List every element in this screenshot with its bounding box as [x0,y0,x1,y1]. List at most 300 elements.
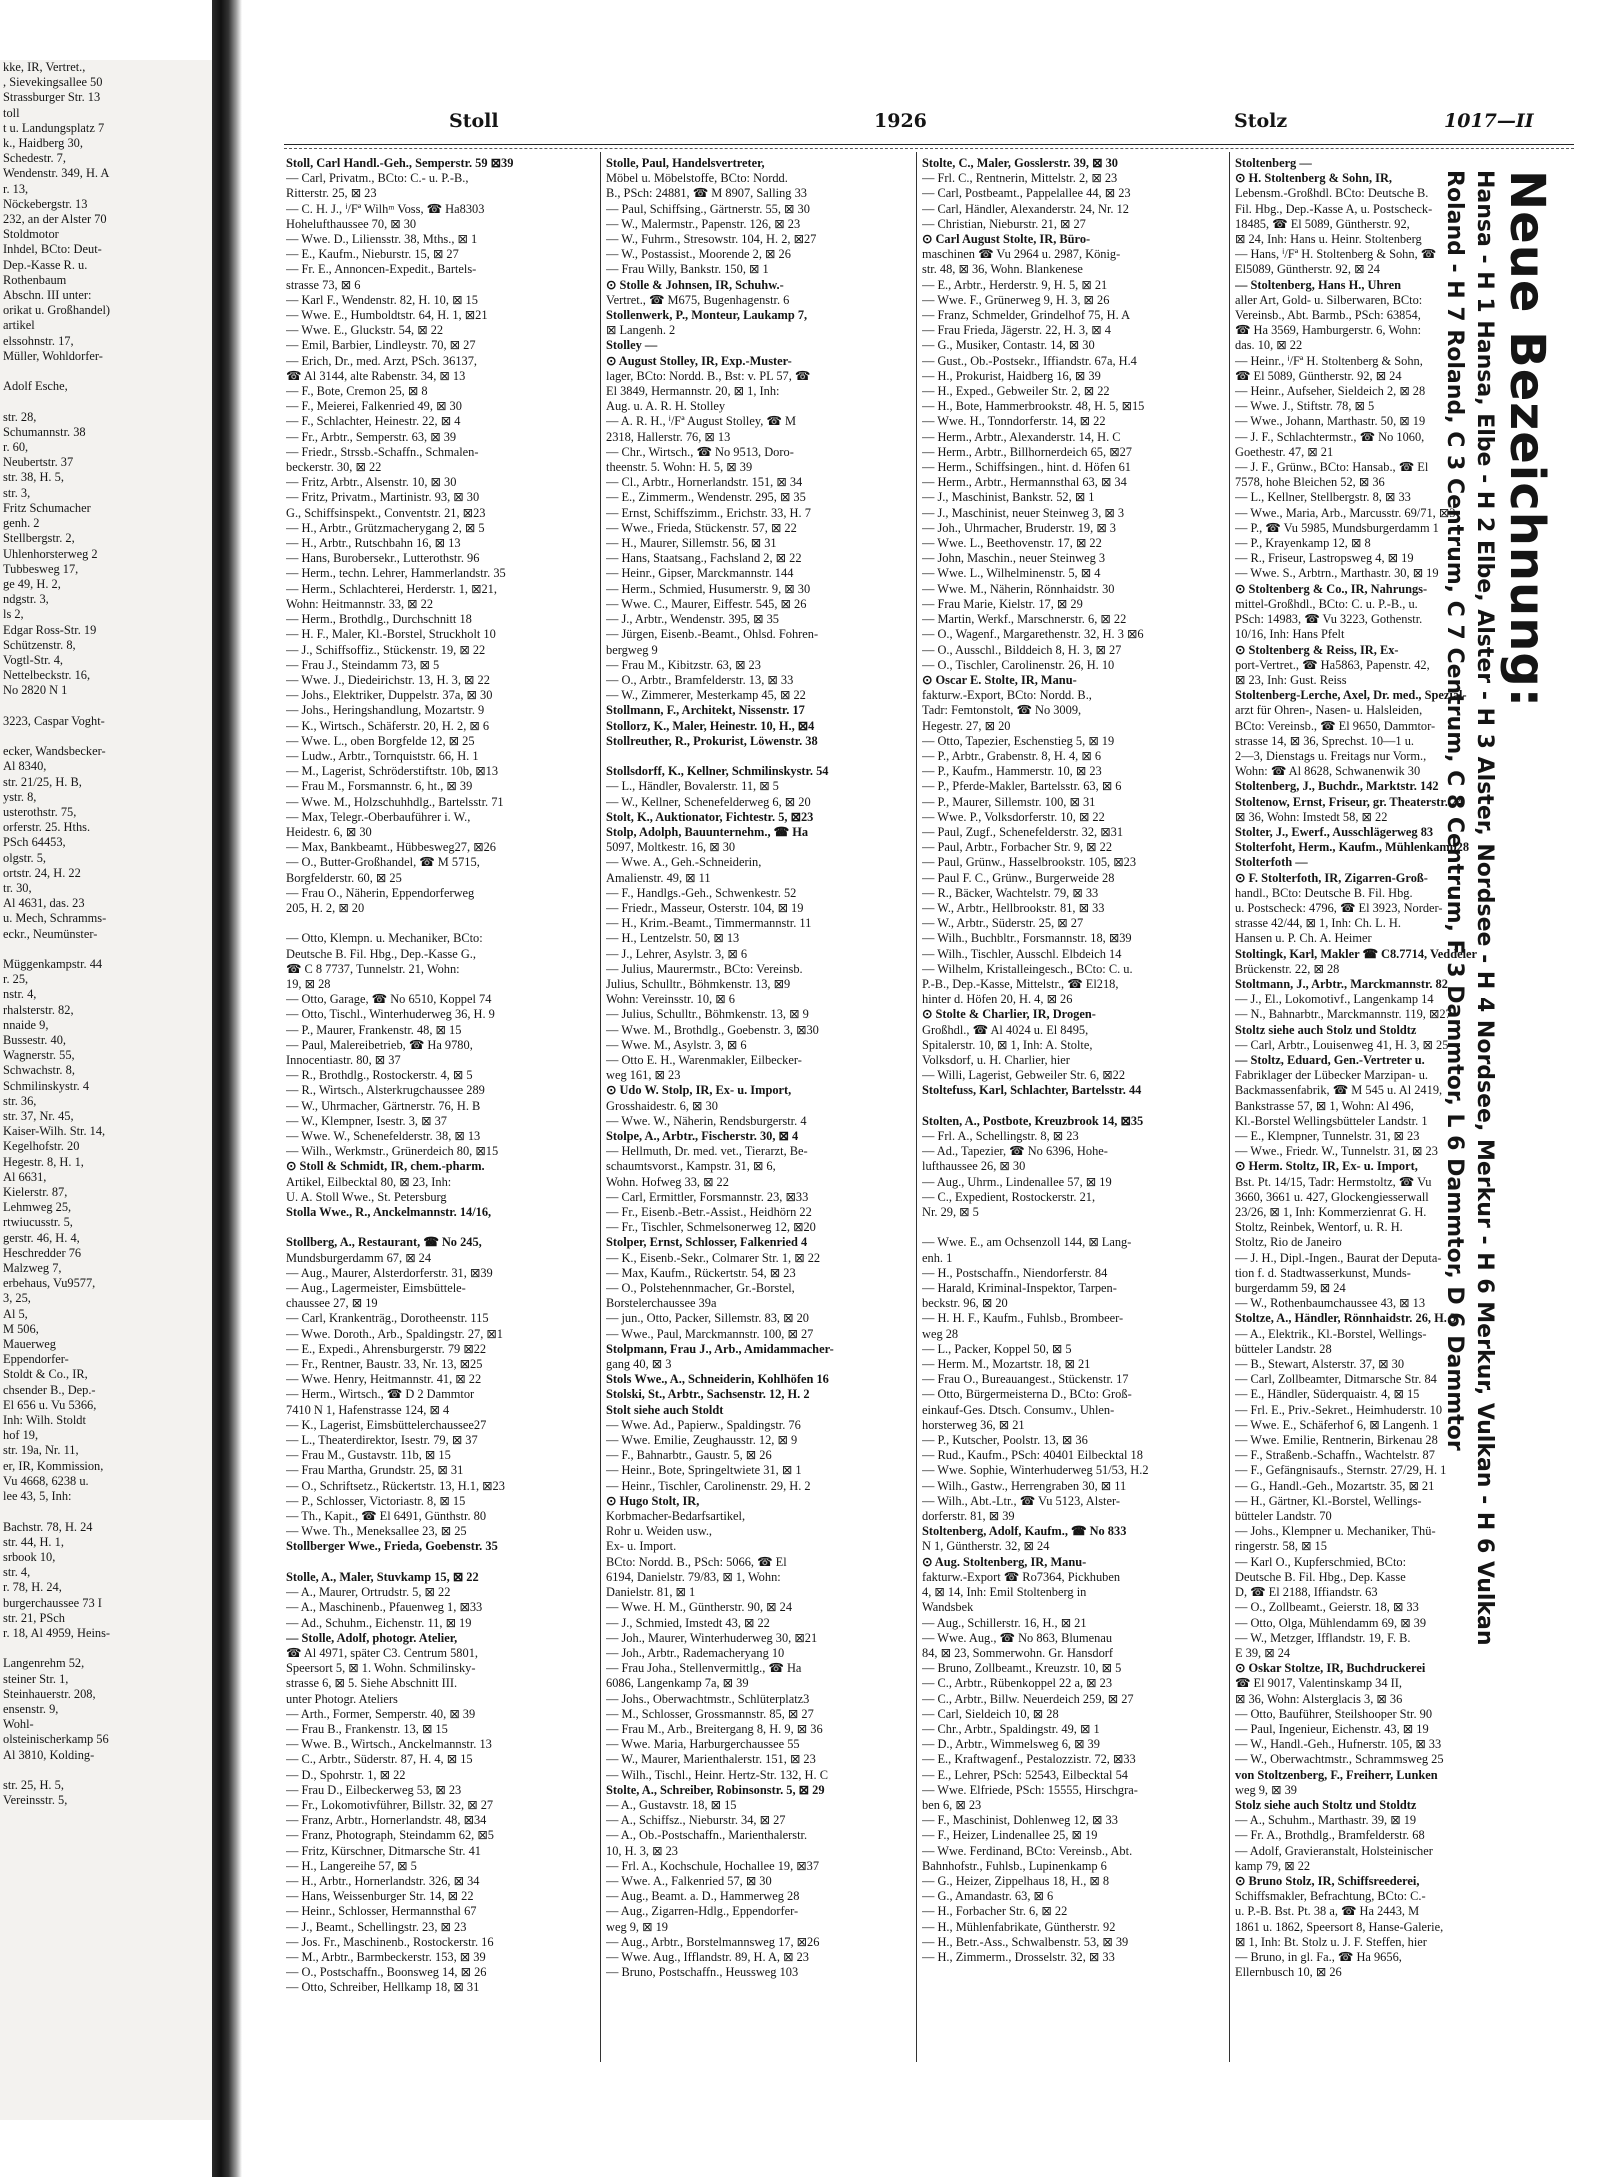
entry-line: — Emil, Barbier, Lindleystr. 70, ⊠ 27 [286,338,476,353]
entries-column-1 [286,156,596,2056]
entry-line: — Chr., Wirtsch., ☎ No 9513, Doro- [606,444,794,459]
entry-line: — Hans, Staatsang., Fachsland 2, ⊠ 22 [606,551,802,566]
entry-heading: Stollmann, F., Architekt, Nissenstr. 17 [606,703,805,718]
entry-line: — Bruno, Zollbeamt., Kreuzstr. 10, ⊠ 5 [922,1661,1122,1676]
entry-line: — Frau D., Eilbeckerweg 53, ⊠ 23 [286,1782,462,1797]
entry-heading: Stolski, St., Arbtr., Sachsenstr. 12, H. 2 [606,1387,810,1402]
entry-line: u. P.-B. Bst. Pt. 38 a, ☎ Ha 2443, M [1235,1904,1420,1919]
entry-heading: Stols Wwe., A., Schneiderin, Kohlhöfen 16 [606,1372,829,1387]
entry-line: — J., Lehrer, Asylstr. 3, ⊠ 6 [606,946,748,961]
prev-page-line [0,942,212,957]
entry-line: — Otto, Tischl., Winterhuderweg 36, H. 9 [286,1007,495,1022]
entry-line: — E., Lehrer, PSch: 52543, Eilbecktal 54 [922,1767,1128,1782]
side-ad-line-2: Roland - H 7 Roland, C 3 Centrum, C 7 Centrum, C 8 Centrum, F 3 Dammtor, L 6 Dammtor, D 6 Dammtor [1442,170,1467,1451]
entry-line: — P., Maurer, Sillemstr. 100, ⊠ 31 [922,794,1096,809]
entry-line: — Julius, Schulltr., Böhmkenstr. 13, ⊠ 9 [606,1007,809,1022]
entry-line: — O., Ausschl., Bilddeich 8, H. 3, ⊠ 27 [922,642,1122,657]
entry-line: — Heinr., Gipser, Marckmannstr. 144 [606,566,794,581]
entry-line: — Carl, Krankenträg., Dorotheenstr. 115 [286,1311,489,1326]
prev-page-line: nstr. 4, [3,987,37,1002]
prev-page-line: orferstr. 25. Hths. [3,820,91,835]
entry-line: — E., Händler, Süderquaistr. 4, ⊠ 15 [1235,1387,1420,1402]
entry-line: — Wwe. E., am Ochsenzoll 144, ⊠ Lang- [922,1235,1132,1250]
entry-line: 4, ⊠ 14, Inh: Emil Stoltenberg in [922,1585,1087,1600]
entry-line: — W., Klempner, Isestr. 3, ⊠ 37 [286,1113,447,1128]
entry-line: — Wwe. L., Wilhelminenstr. 5, ⊠ 4 [922,566,1101,581]
prev-page-line: rhalsterstr. 82, [3,1002,74,1017]
entry-heading: Stolla Wwe., R., Anckelmannstr. 14/16, [286,1205,492,1220]
entry-line: Wohn. Hofweg 33, ⊠ 22 [606,1174,729,1189]
entry-line: — Herm., Brothdlg., Durchschnitt 18 [286,612,472,627]
entry-line: — Fritz, Privatm., Martinistr. 93, ⊠ 30 [286,490,480,505]
prev-page-line: steiner Str. 1, [3,1671,69,1686]
entry-line: — Willi, Lagerist, Gebweiler Str. 6, ⊠22 [922,1068,1126,1083]
prev-page-line [0,729,212,744]
prev-page-line: ndgstr. 3, [3,592,49,607]
header-rule [284,144,1574,145]
entry-line: theenstr. 5. Wohn: H. 5, ⊠ 39 [606,460,753,475]
entry-line: — J., Maschinist, Bankstr. 52, ⊠ 1 [922,490,1095,505]
entry-heading: Stoltenberg, J., Buchdr., Marktstr. 142 [1235,779,1439,794]
column-divider [1229,152,1230,2062]
entry-line: — P., Kutscher, Poolstr. 13, ⊠ 36 [922,1433,1088,1448]
prev-page-line: str. 25, H. 5, [3,1777,64,1792]
prev-page-line: hof 19, [3,1428,39,1443]
entry-line: — Frl. A., Schellingstr. 8, ⊠ 23 [922,1129,1079,1143]
prev-page-line: Bussestr. 40, [3,1033,66,1047]
entry-heading: — Stoltz, Eduard, Gen.-Vertreter u. [1235,1052,1425,1067]
entry-line: — Carl, Zollbeamter, Ditmarsche Str. 84 [1235,1372,1437,1387]
entry-line: — Aug., Maurer, Alsterdorferstr. 31, ⊠39 [286,1265,493,1280]
entry-line: — Max, Kaufm., Rückertstr. 54, ⊠ 23 [606,1265,796,1280]
entry-line: — F., Schlachter, Heinestr. 22, ⊠ 4 [286,414,461,429]
entry-line: — Fr. E., Annoncen-Expedit., Bartels- [286,262,477,277]
prev-page-line: Edgar Ross-Str. 19 [3,622,97,637]
entry-line: unter Photogr. Ateliers [286,1691,398,1706]
entry-line: — W., Arbtr., Hellbrookstr. 81, ⊠ 33 [922,900,1105,915]
entry-line: ⊠ 24, Inh: Hans u. Heinr. Stoltenberg [1235,232,1422,247]
entry-line: — D., Spohrstr. 1, ⊠ 22 [286,1767,406,1782]
entry-line: 19, ⊠ 28 [286,976,331,991]
entry-line: — F., Maschinist, Dohlenweg 12, ⊠ 33 [922,1813,1118,1828]
entry-line: — Wwe. Sophie, Winterhuderweg 51/53, H.2 [922,1463,1149,1478]
entry-line: — H., Arbtr., Grützmacherygang 2, ⊠ 5 [286,520,485,535]
prev-page-line: Wagnerstr. 55, [3,1048,75,1063]
entry-line: — D., Arbtr., Wimmelsweg 6, ⊠ 39 [922,1737,1100,1752]
prev-page-line: Nöckebergstr. 13 [3,196,88,211]
header-rule-dashed [284,148,1574,149]
entry-line: Nr. 29, ⊠ 5 [922,1205,979,1220]
entry-line: — Frau Martha, Grundstr. 25, ⊠ 31 [286,1463,464,1478]
entry-line: bütteler Landstr. 28 [1235,1341,1332,1356]
entry-line: chaussee 27, ⊠ 19 [286,1296,378,1311]
prev-page-line: Vogtl-Str. 4, [3,652,64,667]
entry-line: — Julius, Maurermstr., BCto: Vereinsb. [606,961,803,976]
entry-line: — G., Musiker, Contastr. 14, ⊠ 30 [922,338,1095,353]
directory-page [244,60,1600,2177]
prev-page-line: olgstr. 5, [3,850,47,865]
entry-line: — L., Theaterdirektor, Isestr. 79, ⊠ 37 [286,1433,478,1448]
entry-line: str. 48, ⊠ 36, Wohn. Blankenese [922,262,1083,277]
prev-page-line: ortstr. 24, H. 22 [3,865,81,880]
entry-line: Rohr u. Weiden usw., [606,1524,713,1539]
prev-page-line: usterothstr. 75, [3,804,77,819]
entry-line: — Bruno, Postschaffn., Heussweg 103 [606,1965,799,1980]
prev-page-line: Eppendorfer- [3,1352,69,1367]
entry-line: — F., Handlgs.-Geh., Schwenkestr. 52 [606,885,797,900]
entry-line: N 1, Güntherstr. 32, ⊠ 24 [922,1539,1050,1554]
prev-page-line: Dep.-Kasse R. u. [3,257,88,272]
prev-page-line: er, IR, Kommission, [3,1458,104,1473]
prev-page-line: Langenrehm 52, [3,1656,85,1671]
entry-line: Spitalerstr. 10, ⊠ 1, Inh: A. Stolte, [922,1037,1093,1052]
entry-line: Stoltz, Reinbek, Wentorf, u. R. H. [1235,1220,1403,1235]
entry-line: — Otto, Garage, ☎ No 6510, Koppel 74 [286,992,492,1007]
entry-line: — Frau O., Bureauangest., Stückenstr. 17 [922,1372,1129,1387]
entry-line: 6194, Danielstr. 79/83, ⊠ 1, Wohn: [606,1569,781,1584]
entry-line: — Jos. Fr., Maschinenb., Rostockerstr. 16 [286,1934,494,1949]
entry-line: — E., Arbtr., Herderstr. 9, H. 5, ⊠ 21 [922,277,1108,292]
entry-line: enh. 1 [922,1250,953,1265]
entry-line: Wandsbek [922,1600,974,1615]
entry-line: weg 9, ⊠ 39 [1235,1782,1298,1797]
entry-heading: Stolley — [606,338,658,353]
entry-line: — C., Arbtr., Rübenkoppel 22 a, ⊠ 23 [922,1676,1113,1691]
entry-line: beckstr. 96, ⊠ 20 [922,1296,1008,1311]
entry-line: — Frau Frieda, Jägerstr. 22, H. 3, ⊠ 4 [922,323,1111,338]
prev-page-line: str. 3, [3,485,31,500]
entry-line: — Max, Telegr.-Oberbauführer i. W., [286,809,471,824]
entry-line: — Wilh., Buchbltr., Forsmannstr. 18, ⊠39 [922,931,1132,946]
prev-page-line: Nettelbeckstr. 16, [3,668,91,683]
prev-page-line: r. 60, [3,440,29,455]
entry-line: — M., Schlosser, Grossmannstr. 85, ⊠ 27 [606,1706,814,1721]
entry-line: Brückenstr. 22, ⊠ 28 [1235,961,1340,976]
entry-line: — N., Bahnarbtr., Marckmannstr. 119, ⊠27 [1235,1007,1452,1022]
entry-line: horsterweg 36, ⊠ 21 [922,1417,1025,1432]
entry-line: — R., Wirtsch., Alsterkrugchaussee 289 [286,1083,485,1098]
prev-page-line: Adolf Esche, [3,379,68,394]
prev-page-line: Uhlenhorsterweg 2 [3,546,98,561]
entry-heading: ⊙ Bruno Stolz, IR, Schiffsreederei, [1235,1873,1420,1888]
entry-heading: ⊙ F. Stolterfoth, IR, Zigarren-Groß- [1235,870,1428,885]
entry-line: — Otto, Schreiber, Hellkamp 18, ⊠ 31 [286,1980,480,1995]
entry-line: — Johs., Oberwachtmstr., Schlüterplatz3 [606,1691,810,1706]
entry-line: — W., Zimmerer, Mesterkamp 45, ⊠ 22 [606,688,806,703]
entry-line: — R., Brothdlg., Rostockerstr. 4, ⊠ 5 [286,1068,473,1083]
entry-line: Innocentiastr. 80, ⊠ 37 [286,1052,401,1067]
entry-line: — jun., Otto, Packer, Sillemstr. 83, ⊠ 20 [606,1311,809,1326]
prev-page-line: ecker, Wandsbecker- [3,744,106,759]
entry-line: — H., Exped., Gebweiler Str. 2, ⊠ 22 [922,384,1110,399]
entry-line: — F., Meierei, Falkenried 49, ⊠ 30 [286,399,462,414]
entry-line: Borgfelderstr. 60, ⊠ 25 [286,870,402,885]
entry-heading: Stoltenow, Ernst, Friseur, gr. Theaterstr. 24 [1235,794,1464,809]
entry-line: — Wwe. Ferdinand, BCto: Vereinsb., Abt. [922,1843,1133,1858]
entry-line: — H., Arbtr., Hornerlandstr. 326, ⊠ 34 [286,1873,480,1888]
prev-page-line [0,394,212,409]
entry-line: — Herm., Arbtr., Alexanderstr. 14, H. C [922,429,1121,444]
entry-heading: Stolle, Paul, Handelsvertreter, [606,156,765,170]
entry-line: — Jürgen, Eisenb.-Beamt., Ohlsd. Fohren- [606,627,819,642]
entry-line [606,749,912,764]
entry-line: — H. H. F., Kaufm., Fuhlsb., Brombeer- [922,1311,1124,1326]
entry-line: 84, ⊠ 23, Sommerwohn. Gr. Hansdorf [922,1645,1114,1660]
entry-line: — H., Zimmerm., Drosselstr. 32, ⊠ 33 [922,1949,1115,1964]
entry-line: — Johs., Heringshandlung, Mozartstr. 9 [286,703,485,718]
entry-line: Volksdorf, u. H. Charlier, hier [922,1052,1070,1067]
prev-page-line: str. 21, PSch [3,1610,65,1625]
entry-line: bütteler Landstr. 70 [1235,1509,1332,1524]
entry-line: — Wwe. Maria, Harburgerchaussee 55 [606,1737,800,1752]
entry-line: PSch: 14983, ☎ Vu 3223, Gothenstr. [1235,612,1423,627]
entry-line: — Wwe. E., Humboldtstr. 64, H. 1, ⊠21 [286,308,488,323]
entry-heading: Stoltenberg-Lerche, Axel, Dr. med., Spezial- [1235,688,1467,703]
entry-line: — Wilh., Gastw., Herrengraben 30, ⊠ 11 [922,1478,1127,1493]
prev-page-line: k., Haidberg 30, [3,136,83,151]
entry-line: — O., Schriftsetz., Rückertstr. 13, H.1, ⊠23 [286,1478,505,1493]
header-year: 1926 [874,110,927,132]
entry-line: — Hans, Weissenburger Str. 14, ⊠ 22 [286,1889,474,1904]
entry-line: Amalienstr. 49, ⊠ 11 [606,870,711,885]
entry-line: — Frau J., Steindamm 73, ⊠ 5 [286,657,440,672]
entry-line: tion f. d. Stadtwasserkunst, Munds- [1235,1265,1411,1280]
entry-line: bergweg 9 [606,642,658,657]
side-advertisement [1439,170,1555,1646]
entry-line: — E., Zimmerm., Wendenstr. 295, ⊠ 35 [606,490,806,505]
entry-line: — Fr., Rentner, Baustr. 33, Nr. 13, ⊠25 [286,1357,483,1372]
entry-line: — E., Klempner, Tunnelstr. 31, ⊠ 23 [1235,1129,1420,1143]
side-ad-title: Neue Bezeichnung: [1499,170,1555,708]
entry-line: — Franz, Schmelder, Grindelhof 75, H. A [922,308,1131,323]
entry-heading: ⊙ Stoltenberg & Co., IR, Nahrungs- [1235,581,1428,596]
entry-line: — P., Maurer, Frankenstr. 48, ⊠ 15 [286,1022,462,1037]
entry-line: — Wwe. L., oben Borgfelde 12, ⊠ 25 [286,733,475,748]
entry-heading: — Stoltenberg, Hans H., Uhren [1235,277,1402,292]
prev-page-line: Schedestr. 7, [3,151,66,166]
entry-line: — P., Kaufm., Hammerstr. 10, ⊠ 23 [922,764,1102,779]
prev-page-line: Strassburger Str. 13 [3,90,101,105]
prev-page-line: 3, 25, [3,1291,31,1306]
entry-line: das. 10, ⊠ 22 [1235,338,1303,353]
prev-page-line: ystr. 8, [3,789,37,804]
entry-line: — H., Langereihe 57, ⊠ 5 [286,1858,417,1873]
entry-line: — F., Gefängnisaufs., Sternstr. 27/29, H. 1 [1235,1463,1447,1478]
entry-line: — Aug., Schillerstr. 16, H., ⊠ 21 [922,1615,1087,1630]
entry-line: — Karl O., Kupferschmied, BCto: [1235,1554,1407,1569]
entry-line: — O., Zollbeamt., Geierstr. 18, ⊠ 33 [1235,1600,1419,1615]
prev-page-line: Rothenbaum [3,272,67,287]
entry-heading: Stoltze, A., Händler, Rönnhaidstr. 26, H. 3 [1235,1311,1457,1326]
entry-heading: Stollreuther, R., Prokurist, Löwenstr. 38 [606,733,818,748]
entry-line: — P., Pferde-Makler, Bartelsstr. 63, ⊠ 6 [922,779,1122,794]
entry-line: — A., Gustavstr. 18, ⊠ 15 [606,1797,737,1812]
entry-line: port-Vertret., ☎ Ha5863, Papenstr. 42, [1235,657,1430,672]
entry-heading: Stolten, A., Postbote, Kreuzbrook 14, ⊠35 [922,1113,1144,1128]
entry-line: Bankstrasse 57, ⊠ 1, Wohn: Al 496, [1235,1098,1414,1113]
prev-page-line: Bachstr. 78, H. 24 [3,1519,93,1534]
entry-line: — Martin, Werkf., Marschnerstr. 6, ⊠ 22 [922,612,1127,627]
entry-line: — Ad., Tapezier, ☎ No 6396, Hohe- [922,1144,1108,1159]
entry-line: — Wwe., Johann, Marthastr. 50, ⊠ 19 [1235,414,1426,429]
entry-line: 10/16, Inh: Hans Pfelt [1235,627,1345,642]
column-divider [600,152,601,2062]
entry-line: — H., Arbtr., Rutschbahn 16, ⊠ 13 [286,536,461,551]
entry-line: — J. F., Schlachtermstr., ☎ No 1060, [1235,429,1425,444]
entry-line: — Otto, Tapezier, Eschenstieg 5, ⊠ 19 [922,733,1115,748]
prev-page-line: str. 44, H. 1, [3,1534,64,1549]
entry-heading: Stolte, A., Schreiber, Robinsonstr. 5, ⊠ 29 [606,1782,825,1797]
entry-line: fakturw.-Export, BCto: Nordd. B., [922,688,1092,703]
entry-line: — Frau M., Arb., Breitergang 8, H. 9, ⊠ 36 [606,1721,823,1736]
entry-line: — Wwe. Th., Meneksallee 23, ⊠ 25 [286,1524,467,1539]
entry-heading: ⊙ Oskar Stoltze, IR, Buchdruckerei [1235,1661,1426,1676]
entry-heading: — Stolle, Adolf, photogr. Atelier, [286,1630,458,1645]
entry-line: — Paul, Ingenieur, Eichenstr. 43, ⊠ 19 [1235,1721,1429,1736]
entry-line: ☎ Ha 3569, Hamburgerstr. 6, Wohn: [1235,323,1422,338]
entry-heading: ⊙ August Stolley, IR, Exp.-Muster- [606,353,792,368]
prev-page-line: r. 18, Al 4959, Heins- [3,1625,111,1640]
entry-line: 2318, Hallerstr. 76, ⊠ 13 [606,429,731,444]
entry-line: — J. F., Grünw., BCto: Hansab., ☎ El [1235,460,1429,475]
prev-page-line: Schmilinskystr. 4 [3,1078,90,1093]
prev-page-line: Inhdel, BCto: Deut- [3,242,102,257]
entry-line: — Wilhelm, Kristalleingesch., BCto: C. u. [922,961,1133,976]
entry-line: — Wwe. S., Arbtrn., Marthastr. 30, ⊠ 19 [1235,566,1439,581]
entry-line: — Paul, Schiffsing., Gärtnerstr. 55, ⊠ 30 [606,201,810,216]
entry-line: weg 9, ⊠ 19 [606,1919,669,1934]
entry-line: — J., Schmied, Imstedt 43, ⊠ 22 [606,1615,770,1630]
entry-line: — W., Kellner, Schenefelderweg 6, ⊠ 20 [606,794,811,809]
entry-line: Kl.-Borstel Wellingsbütteler Landstr. 1 [1235,1113,1428,1128]
entry-line: — W., Postassist., Moorende 2, ⊠ 26 [606,247,791,262]
entry-line: Korbmacher-Bedarfsartikel, [606,1509,746,1524]
entry-line: 5097, Moltkestr. 16, ⊠ 30 [606,840,736,855]
entry-line: hinter d. Höfen 20, H. 4, ⊠ 26 [922,992,1073,1007]
entry-heading: Stolpmann, Frau J., Arb., Amidammacher- [606,1341,834,1356]
prev-page-line: Al 6631, [3,1169,47,1184]
entry-line: — Wwe. Henry, Heitmannstr. 41, ⊠ 22 [286,1372,482,1387]
entry-line: — Frau M., Kibitzstr. 63, ⊠ 23 [606,657,761,672]
entry-line: 6086, Langenkamp 7a, ⊠ 39 [606,1676,749,1691]
entry-line: — A., Maschinenb., Pfauenweg 1, ⊠33 [286,1600,483,1615]
entry-line: — Aug., Arbtr., Borstelmannsweg 17, ⊠26 [606,1934,820,1949]
prev-page-line: nnaide 9, [3,1017,49,1032]
entry-line: — Bruno, in gl. Fa., ☎ Ha 9656, [1235,1949,1402,1964]
entry-line: Mundsburgerdamm 67, ⊠ 24 [286,1250,432,1265]
entry-line: — Fritz, Arbtr., Alsenstr. 10, ⊠ 30 [286,475,457,490]
entry-line: lufthaussee 26, ⊠ 30 [922,1159,1026,1174]
page-header [284,110,1534,140]
entry-line: — J., Schiffsoffiz., Stückenstr. 19, ⊠ 22 [286,642,486,657]
prev-page-line: Malzweg 7, [3,1261,62,1276]
entry-line: ☎ Al 3144, alte Rabenstr. 34, ⊠ 13 [286,368,466,383]
entry-line: — Chr., Arbtr., Spaldingstr. 49, ⊠ 1 [922,1721,1100,1736]
entry-line: — O., Tischler, Carolinenstr. 26, H. 10 [922,657,1115,672]
entry-line: — F., Bahnarbtr., Gaustr. 5, ⊠ 26 [606,1448,772,1463]
entry-line: — Herm., Arbtr., Billhornerdeich 65, ⊠27 [922,444,1132,459]
entry-line: schaumtsvorst., Kampstr. 31, ⊠ 6, [606,1159,776,1174]
entry-line: — Wwe., Paul, Marckmannstr. 100, ⊠ 27 [606,1326,814,1341]
entry-line: Aug. u. A. R. H. Stolley [606,399,726,414]
entry-line: — H., Forbacher Str. 6, ⊠ 22 [922,1904,1068,1919]
entry-line: — J., Maschinist, neuer Steinweg 3, ⊠ 3 [922,505,1125,520]
entry-line: — Carl, Postbeamt., Pappelallee 44, ⊠ 23 [922,186,1131,201]
entry-line: — Wwe. E., Gluckstr. 54, ⊠ 22 [286,323,444,338]
prev-page-line [0,1763,212,1778]
entry-heading: Stoltmann, J., Arbtr., Marckmannstr. 82 [1235,976,1448,991]
entry-line: B., PSch: 24881, ☎ M 8907, Salling 33 [606,186,807,201]
entry-line: — Carl, Sieldeich 10, ⊠ 28 [922,1706,1059,1721]
entry-line: — Ernst, Schiffszimm., Erichstr. 33, H. 7 [606,505,811,520]
entry-line: — J. H., Dipl.-Ingen., Baurat der Deputa- [1235,1250,1442,1265]
entry-line: — Otto E. H., Warenmakler, Eilbecker- [606,1052,802,1067]
entry-line: Hohelufthaussee 70, ⊠ 30 [286,216,417,231]
prev-page-line: burgerchaussee 73 I [3,1595,102,1610]
prev-page-line: chsender B., Dep.- [3,1382,96,1397]
prev-page-line: Wendenstr. 349, H. A [3,166,110,181]
entry-line: — Fr. A., Brothdlg., Bramfelderstr. 68 [1235,1828,1425,1843]
entry-heading: Stoltz siehe auch Stolz und Stoldtz [1235,1022,1417,1037]
prev-page-line [0,1504,212,1519]
entry-line: — Wwe. B., Wirtsch., Anckelmannstr. 13 [286,1737,492,1752]
entry-line: Wohn: Vereinsstr. 10, ⊠ 6 [606,992,735,1007]
entry-line: BCto: Vereinsb., ☎ El 9650, Dammtor- [1235,718,1436,733]
header-left-keyword: Stoll [449,110,499,132]
entry-heading: Stolter, J., Ewerf., Ausschlägerweg 83 [1235,824,1434,839]
entry-line: Speersort 5, ⊠ 1. Wohn. Schmilinsky- [286,1661,476,1676]
entry-line: — Frau M., Forsmannstr. 6, ht., ⊠ 39 [286,779,473,794]
entry-line: mittel-Großhdl., BCto: C. u. P.-B., u. [1235,596,1418,611]
entry-line: — Otto, Olga, Mühlendamm 69, ⊠ 39 [1235,1615,1427,1630]
entry-line: — Wwe. Emilie, Rentnerin, Birkenau 28 [1235,1433,1438,1448]
entry-line: — O., Arbtr., Bramfelderstr. 13, ⊠ 33 [606,672,794,687]
entry-line: — Wilh., Tischler, Ausschl. Elbdeich 14 [922,946,1122,961]
entry-line: ☎ El 9017, Valentinskamp 34 II, [1235,1676,1402,1691]
prev-page-line: toll [3,105,20,120]
entry-line: BCto: Nordd. B., PSch: 5066, ☎ El [606,1554,787,1569]
entry-line: — Herm., techn. Lehrer, Hammerlandstr. 35 [286,566,506,581]
entry-line: — R., Friseur, Lastropsweg 4, ⊠ 19 [1235,551,1414,566]
entry-line: 2—3, Dienstags u. Freitags nur Vorm., [1235,748,1427,763]
entry-heading: Stollberger Wwe., Frieda, Goebenstr. 35 [286,1539,498,1554]
entry-line: 3660, 3661 u. 427, Glockengiesserwall [1235,1189,1429,1204]
entry-line: handl., BCto: Deutsche B. Fil. Hbg. [1235,885,1413,900]
entry-line: — A., Schiffsz., Nieburstr. 34, ⊠ 27 [606,1813,786,1828]
entry-line: — Wwe., Friedr. W., Tunnelstr. 31, ⊠ 23 [1235,1144,1438,1159]
entry-line: — Wilh., Abt.-Ltr., ☎ Vu 5123, Alster- [922,1493,1120,1508]
prev-page-line: ensenstr. 9, [3,1701,59,1716]
prev-page-line: No 2820 N 1 [3,683,68,698]
entry-line: — B., Stewart, Alsterstr. 37, ⊠ 30 [1235,1357,1405,1372]
entry-line: — W., Arbtr., Süderstr. 25, ⊠ 27 [922,916,1084,931]
entry-line: 1861 u. 1862, Speersort 8, Hanse-Galerie, [1235,1919,1444,1934]
entry-line: — Wwe. E., Schäferhof 6, ⊠ Langenh. 1 [1235,1417,1439,1432]
entry-line: — Erich, Dr., med. Arzt, PSch. 36137, [286,353,478,368]
entry-line: fakturw.-Export ☎ Ro7364, Pickhuben [922,1569,1121,1584]
prev-page-line: Vereinsstr. 5, [3,1793,68,1808]
entry-heading: ⊙ Stoltenberg & Reiss, IR, Ex- [1235,642,1399,657]
entry-line: — Frl. E., Priv.-Sekret., Heimhuderstr. 10 [1235,1402,1443,1417]
prev-page-line: Lehmweg 25, [3,1200,72,1215]
entry-line: — O., Wagenf., Margarethenstr. 32, H. 3 ⊠6 [922,627,1144,642]
prev-page-line: genh. 2 [3,516,40,531]
prev-page-line: M 506, [3,1321,39,1336]
entry-line: — F., Bote, Cremon 25, ⊠ 8 [286,384,428,399]
entry-line: — P., Arbtr., Grabenstr. 8, H. 4, ⊠ 6 [922,748,1102,763]
entry-line: — W., Oberwachtmstr., Schrammsweg 25 [1235,1752,1444,1767]
entry-line: — H., Mühlenfabrikate, Güntherstr. 92 [922,1919,1116,1934]
